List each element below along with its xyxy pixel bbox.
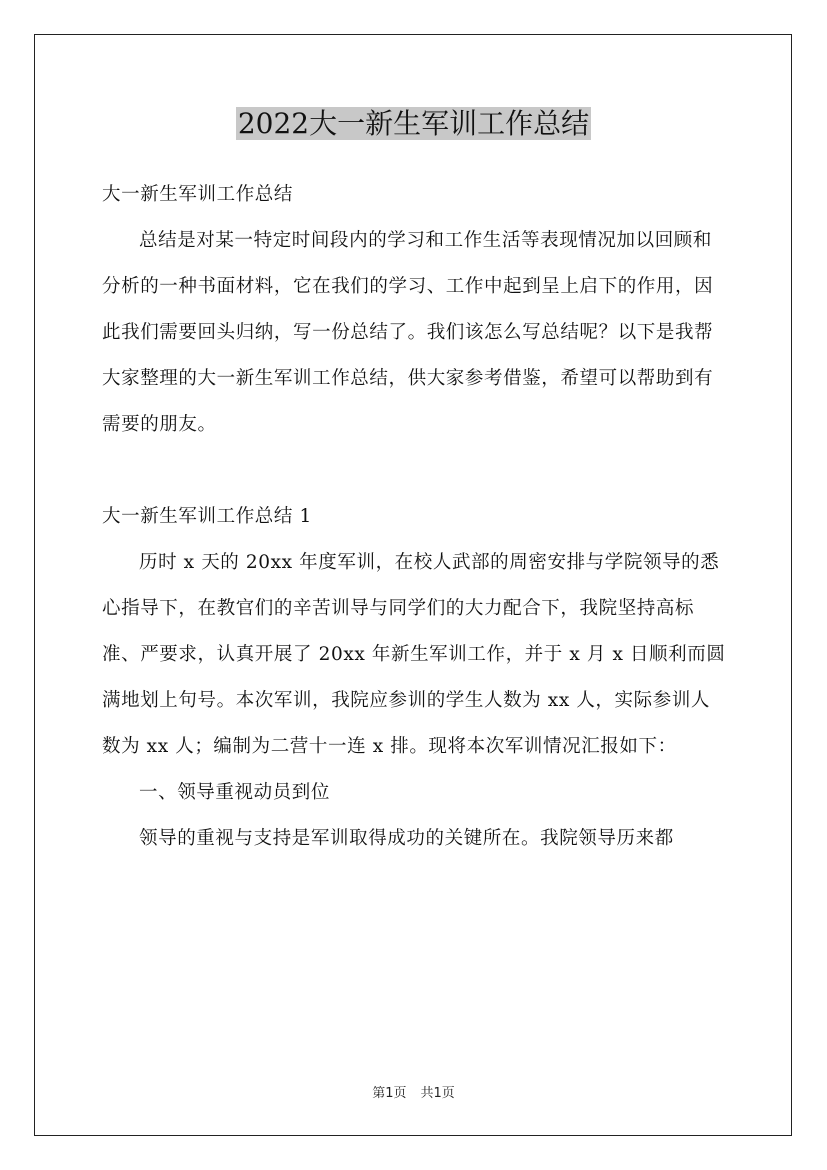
page-number: 第1页 bbox=[372, 1086, 407, 1101]
body-paragraph: 历时 x 天的 20xx 年度军训，在校人武部的周密安排与学院领导的悉心指导下，在教官们的辛苦训导与同学们的大力配合下，我院坚持高标准、严要求，认真开展了 20xx 年新生军训工作，并于 x 月 x 日顺利而圆满地划上句号。本次军训，我院应参训的学生人数为 xx 人，实际参训人数为 xx 人；编制为二营十一连 x 排。现将本次军训情况汇报如下： bbox=[102, 552, 726, 757]
body-paragraph-2: 领导的重视与支持是军训取得成功的关键所在。我院领导历来都 bbox=[139, 828, 674, 849]
document-body bbox=[102, 172, 726, 862]
section-heading-1: 大一新生军训工作总结 1 bbox=[102, 506, 312, 527]
subsection-heading: 一、领导重视动员到位 bbox=[139, 782, 331, 803]
intro-paragraph: 总结是对某一特定时间段内的学习和工作生活等表现情况加以回顾和分析的一种书面材料，它在我们的学习、工作中起到呈上启下的作用，因此我们需要回头归纳，写一份总结了。我们该怎么写总结呢？以下是我帮大家整理的大一新生军训工作总结，供大家参考借鉴，希望可以帮助到有需要的朋友。 bbox=[102, 230, 714, 435]
page-total: 共1页 bbox=[420, 1086, 455, 1101]
document-title: 2022大一新生军训工作总结 bbox=[237, 107, 590, 140]
page-footer bbox=[0, 1082, 827, 1101]
blank-line bbox=[102, 448, 726, 494]
section-heading: 大一新生军训工作总结 bbox=[102, 184, 294, 205]
